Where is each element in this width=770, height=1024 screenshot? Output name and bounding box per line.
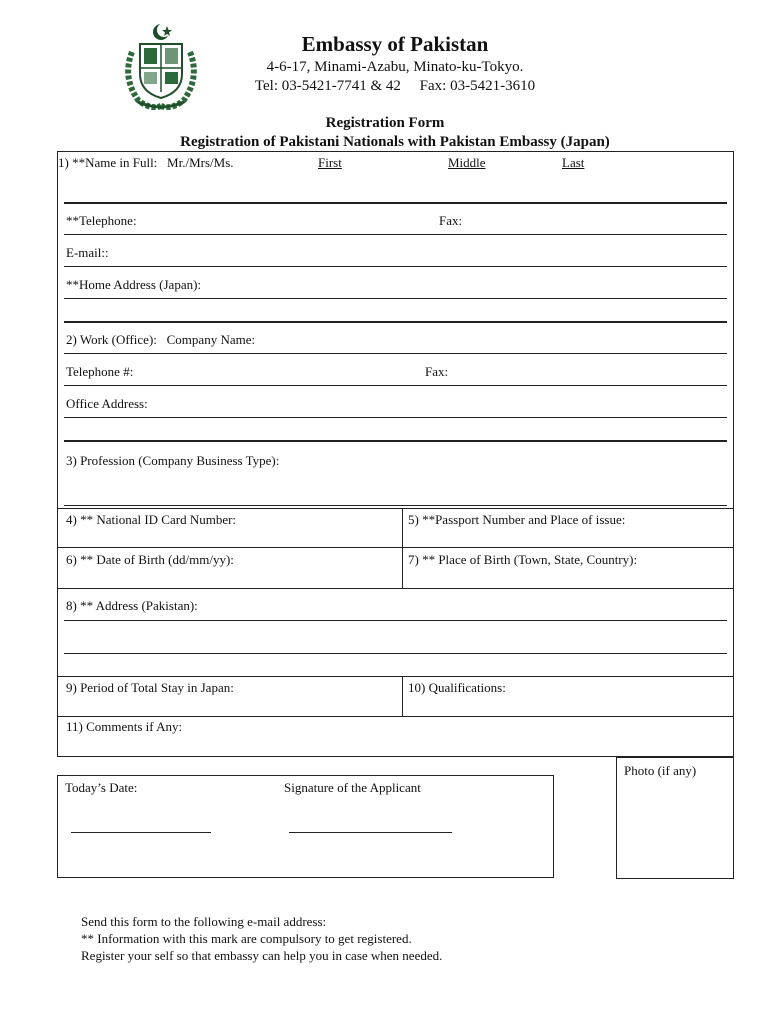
embassy-contact: Tel: 03-5421-7741 & 42 Fax: 03-5421-3610 xyxy=(254,78,536,94)
form-subtitle: Registration of Pakistani Nationals with Pakistan Embassy (Japan) xyxy=(180,134,610,150)
name-field-line[interactable] xyxy=(64,202,727,204)
section1-divider xyxy=(64,321,727,323)
office-address-field-line[interactable] xyxy=(64,417,727,418)
telephone-field-line[interactable] xyxy=(64,234,727,235)
profession-label: 3) Profession (Company Business Type): xyxy=(66,453,280,468)
todays-date-label: Today’s Date: xyxy=(65,780,138,795)
section2-divider xyxy=(64,440,727,442)
address-pakistan-field-line-1[interactable] xyxy=(64,620,727,621)
pakistan-emblem xyxy=(120,22,202,110)
email-label: E-mail:: xyxy=(66,245,109,260)
telephone-label: **Telephone: xyxy=(66,213,137,228)
signature-field-line[interactable] xyxy=(289,832,452,833)
row4-divider xyxy=(402,508,403,588)
row4-top xyxy=(57,508,734,509)
row9-top xyxy=(57,676,734,677)
name-label: 1) **Name in Full: Mr./Mrs/Ms. xyxy=(58,155,234,170)
last-name-label: Last xyxy=(562,155,585,170)
office-telephone-label: Telephone #: xyxy=(66,364,134,379)
address-pakistan-label: 8) ** Address (Pakistan): xyxy=(66,598,198,613)
office-address-label: Office Address: xyxy=(66,396,148,411)
form-title: Registration Form xyxy=(325,115,445,131)
footer-compulsory-note: ** Information with this mark are compulsory to get registered. xyxy=(81,931,412,946)
passport-label: 5) **Passport Number and Place of issue: xyxy=(408,512,626,527)
qualifications-label: 10) Qualifications: xyxy=(408,680,506,695)
work-company-label: 2) Work (Office): Company Name: xyxy=(66,332,256,347)
embassy-address: 4-6-17, Minami-Azabu, Minato-ku-Tokyo. xyxy=(266,59,524,75)
profession-field-line[interactable] xyxy=(64,505,727,506)
middle-name-label: Middle xyxy=(448,155,486,170)
signature-label: Signature of the Applicant xyxy=(284,780,421,795)
dob-label: 6) ** Date of Birth (dd/mm/yy): xyxy=(66,552,234,567)
embassy-title: Embassy of Pakistan xyxy=(301,32,489,56)
date-field-line[interactable] xyxy=(71,832,211,833)
pob-label: 7) ** Place of Birth (Town, State, Country): xyxy=(408,552,638,567)
stay-label: 9) Period of Total Stay in Japan: xyxy=(66,680,234,695)
photo-label: Photo (if any) xyxy=(624,763,697,778)
email-field-line[interactable] xyxy=(64,266,727,267)
footer-email-note: Send this form to the following e-mail address: xyxy=(81,914,327,929)
office-fax-label: Fax: xyxy=(425,364,449,379)
address-pakistan-field-line-2[interactable] xyxy=(64,653,727,654)
comments-label: 11) Comments if Any: xyxy=(66,719,183,734)
company-field-line[interactable] xyxy=(64,353,727,354)
fax-label: Fax: xyxy=(439,213,463,228)
first-name-label: First xyxy=(318,155,342,170)
home-address-label: **Home Address (Japan): xyxy=(66,277,202,292)
row11-top xyxy=(57,716,734,717)
home-address-field-line[interactable] xyxy=(64,298,727,299)
nid-label: 4) ** National ID Card Number: xyxy=(66,512,237,527)
footer-register-note: Register your self so that embassy can help you in case when needed. xyxy=(81,948,443,963)
office-telephone-field-line[interactable] xyxy=(64,385,727,386)
row6-top xyxy=(57,547,734,548)
row8-top xyxy=(57,588,734,589)
row9-divider xyxy=(402,676,403,716)
